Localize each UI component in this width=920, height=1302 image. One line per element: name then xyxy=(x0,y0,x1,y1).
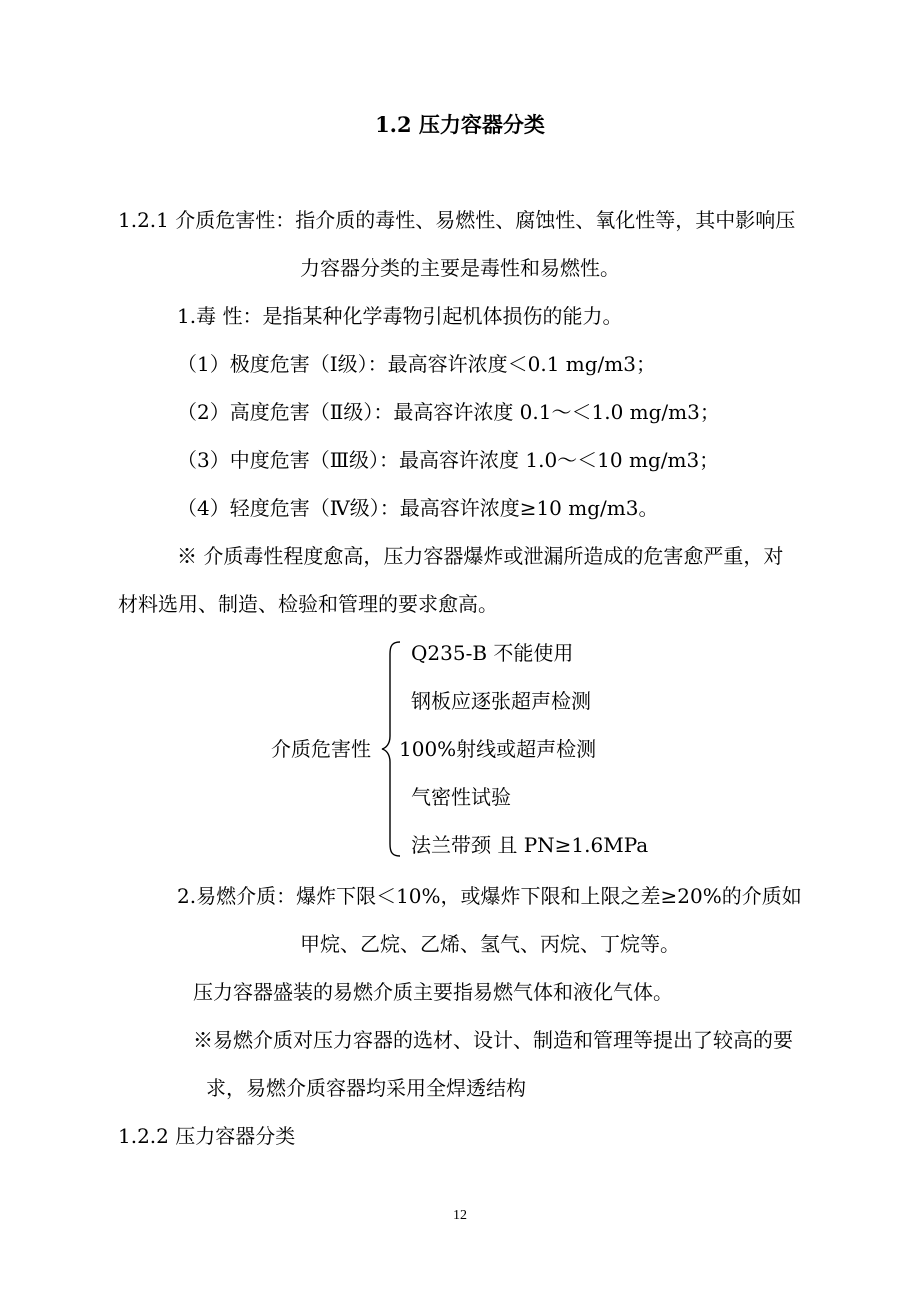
brace-item-1: Q235-B 不能使用 xyxy=(411,641,574,665)
section-1-2-1-line-2: 力容器分类的主要是毒性和易燃性。 xyxy=(300,256,620,280)
page-title: 1.2 压力容器分类 xyxy=(375,112,545,137)
hazard-level-1: （1）极度危害（Ⅰ级）：最高容许浓度＜0.1 mg/m3； xyxy=(177,352,656,376)
note-flammable-line-1: ※易燃介质对压力容器的选材、设计、制造和管理等提出了较高的要 xyxy=(193,1028,793,1052)
note-flammable-line-2: 求，易燃介质容器均采用全焊透结构 xyxy=(206,1076,526,1100)
brace-label: 介质危害性 xyxy=(271,737,371,761)
section-1-2-2-heading: 1.2.2 压力容器分类 xyxy=(118,1124,296,1148)
brace-item-4: 气密性试验 xyxy=(411,785,511,809)
toxicity-definition: 1.毒 性：是指某种化学毒物引起机体损伤的能力。 xyxy=(177,304,623,328)
page-number: 12 xyxy=(453,1208,467,1223)
brace-item-3: 100%射线或超声检测 xyxy=(399,737,597,761)
flammable-line-1: 2.易燃介质：爆炸下限＜10%，或爆炸下限和上限之差≥20%的介质如 xyxy=(177,884,802,908)
note-toxicity-line-2: 材料选用、制造、检验和管理的要求愈高。 xyxy=(118,592,498,616)
note-toxicity-line-1: ※ 介质毒性程度愈高，压力容器爆炸或泄漏所造成的危害愈严重，对 xyxy=(177,544,784,568)
hazard-level-3: （3）中度危害（Ⅲ级）：最高容许浓度 1.0～＜10 mg/m3； xyxy=(177,448,720,472)
brace-item-5: 法兰带颈 且 PN≥1.6MPa xyxy=(411,833,649,857)
hazard-level-2: （2）高度危害（Ⅱ级）：最高容许浓度 0.1～＜1.0 mg/m3； xyxy=(177,400,720,424)
brace-item-2: 钢板应逐张超声检测 xyxy=(411,689,591,713)
flammable-line-2: 甲烷、乙烷、乙烯、氢气、丙烷、丁烷等。 xyxy=(300,932,680,956)
flammable-line-3: 压力容器盛装的易燃介质主要指易燃气体和液化气体。 xyxy=(193,980,673,1004)
hazard-level-4: （4）轻度危害（Ⅳ级）：最高容许浓度≥10 mg/m3。 xyxy=(177,496,659,520)
section-1-2-1-line-1: 1.2.1 介质危害性：指介质的毒性、易燃性、腐蚀性、氧化性等，其中影响压 xyxy=(118,208,796,232)
